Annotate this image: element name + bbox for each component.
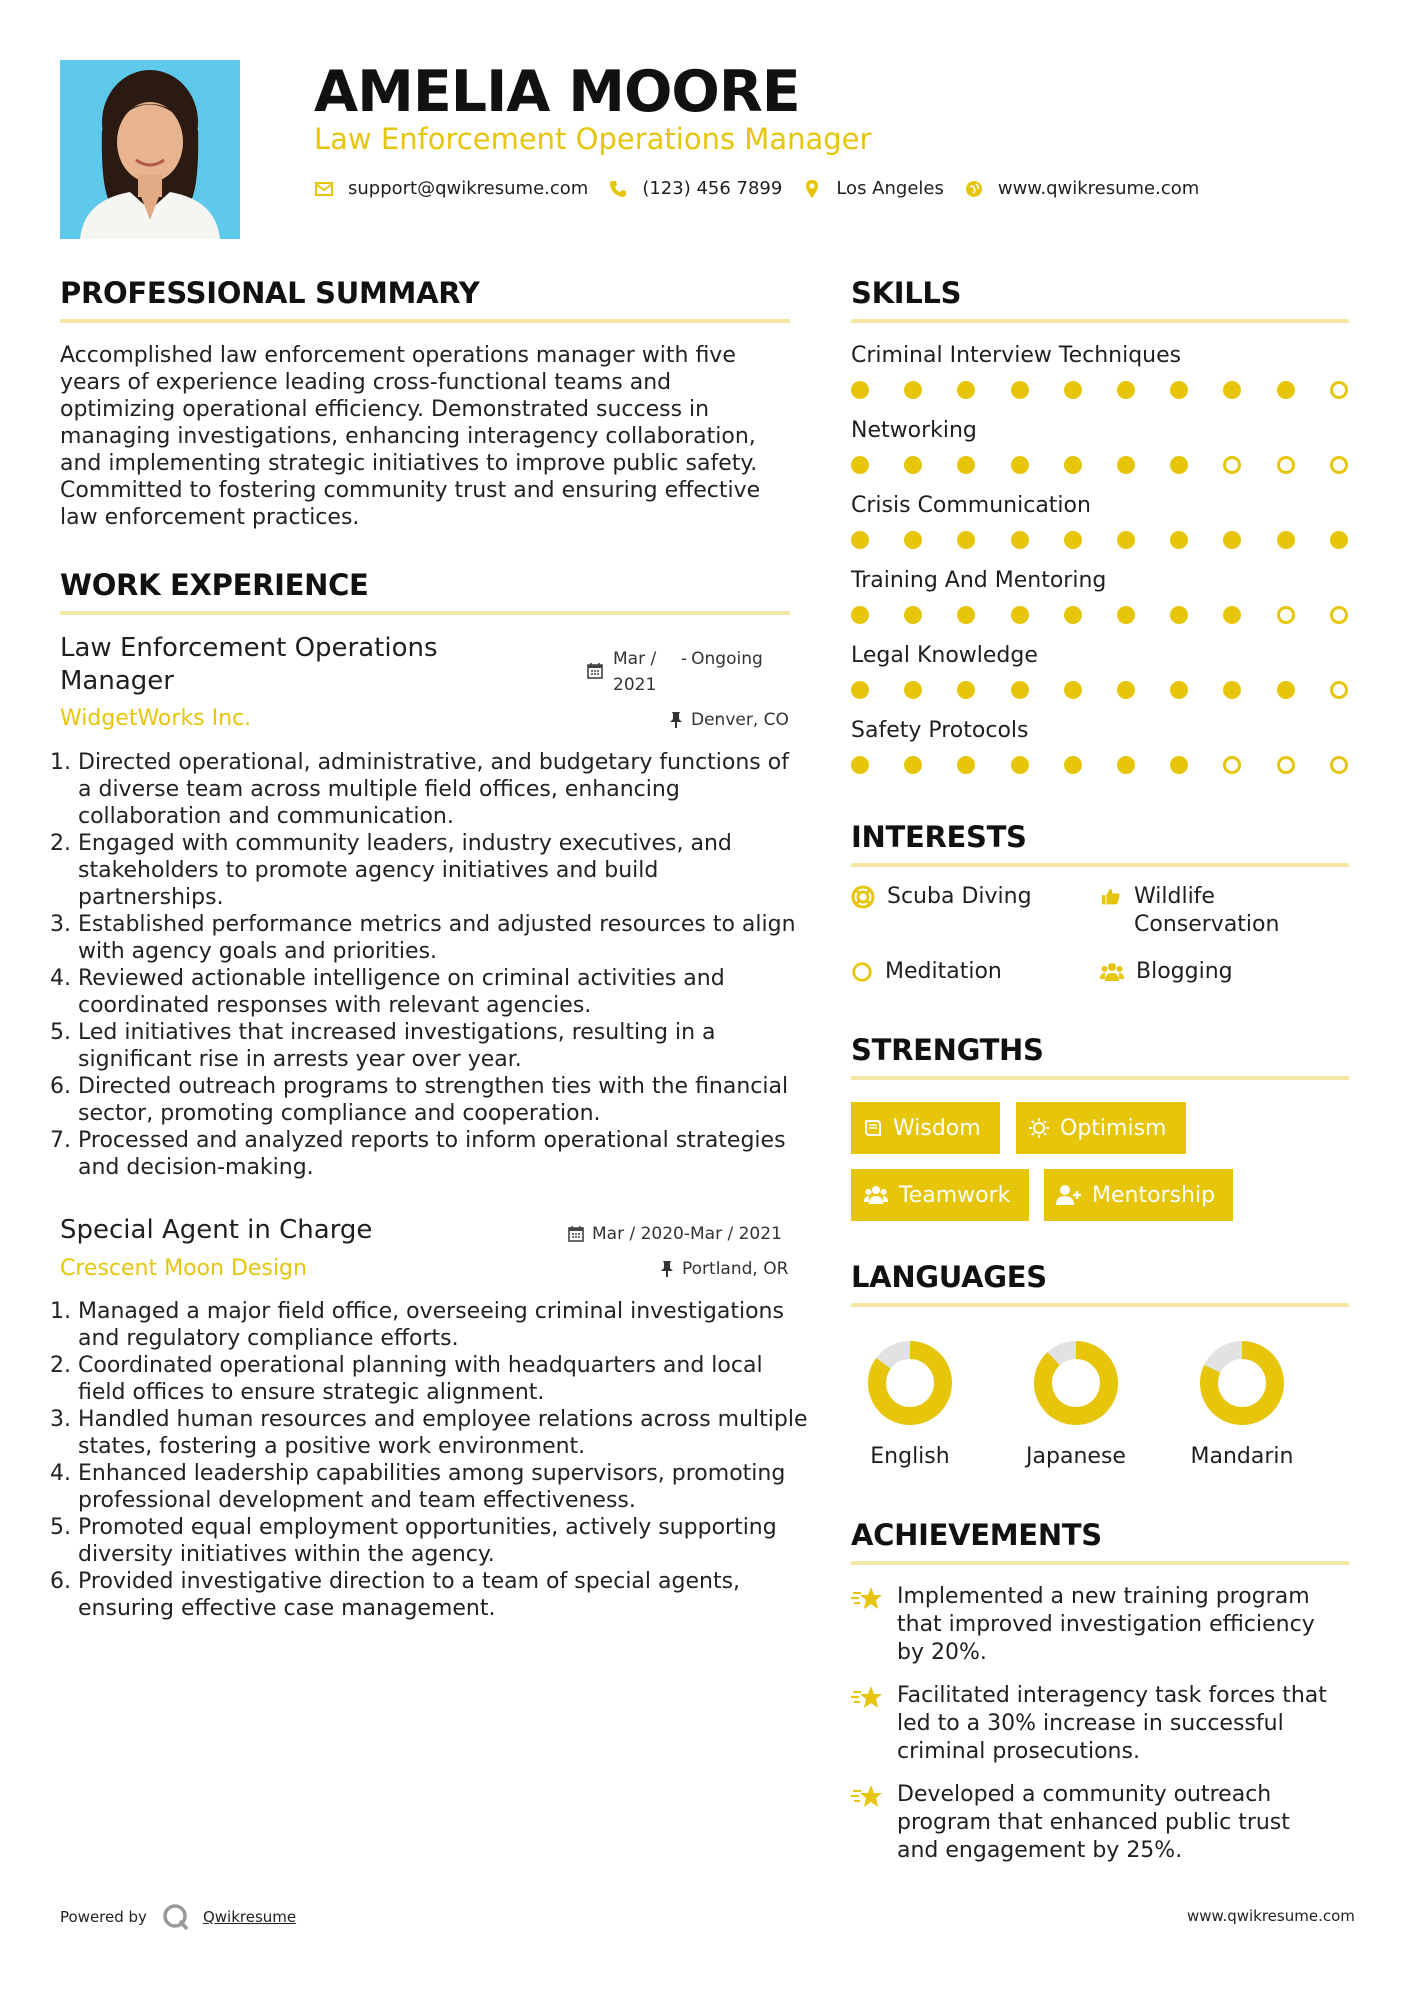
pin-icon bbox=[660, 1260, 674, 1278]
language-donut bbox=[1032, 1339, 1120, 1427]
rating-dot-filled bbox=[1277, 531, 1295, 549]
rating-dot-filled bbox=[1064, 531, 1082, 549]
strength-chip bbox=[1016, 1102, 1186, 1154]
rating-dot-filled bbox=[957, 756, 975, 774]
rating-dot-empty bbox=[1330, 456, 1348, 474]
rating-dot-filled bbox=[1170, 756, 1188, 774]
rating-dot-filled bbox=[1277, 681, 1295, 699]
donut-fill bbox=[1043, 1350, 1109, 1416]
skill-name: Networking bbox=[851, 418, 977, 443]
envelope-icon bbox=[314, 179, 334, 199]
calendar-icon bbox=[568, 1225, 584, 1242]
job-location bbox=[669, 710, 789, 730]
achievement-item bbox=[851, 1583, 1337, 1667]
list-item: 6. Directed outreach programs to strengthen ties with the financial sector, promoting compliance and cooperation. bbox=[78, 1073, 798, 1127]
skill-name: Legal Knowledge bbox=[851, 643, 1038, 668]
rating-dot-filled bbox=[1117, 681, 1135, 699]
rating-dot-filled bbox=[851, 756, 869, 774]
rating-dot-filled bbox=[957, 606, 975, 624]
rating-dot-filled bbox=[1170, 381, 1188, 399]
skill-rating bbox=[851, 531, 1349, 551]
rating-dot-filled bbox=[1011, 456, 1029, 474]
phone-icon bbox=[608, 179, 628, 199]
rating-dot-filled bbox=[904, 531, 922, 549]
rating-dot-filled bbox=[851, 381, 869, 399]
list-item: 5. Led initiatives that increased investigations, resulting in a significant rise in arrests year over year. bbox=[78, 1019, 798, 1073]
rating-dot-filled bbox=[904, 756, 922, 774]
interest-item bbox=[851, 883, 1067, 911]
rating-dot-filled bbox=[1117, 381, 1135, 399]
rating-dot-filled bbox=[1064, 456, 1082, 474]
rating-dot-filled bbox=[904, 606, 922, 624]
strength-label: Wisdom bbox=[893, 1115, 981, 1141]
globe-icon bbox=[964, 179, 984, 199]
rating-dot-filled bbox=[1117, 606, 1135, 624]
footer-website[interactable]: www.qwikresume.com bbox=[1187, 1907, 1355, 1925]
list-item: 5. Promoted equal employment opportunities, actively supporting diversity initiatives within the agency. bbox=[78, 1514, 808, 1568]
list-item: 3. Handled human resources and employee relations across multiple states, fostering a positive work environment. bbox=[78, 1406, 808, 1460]
summary-heading: PROFESSIONAL SUMMARY bbox=[60, 276, 480, 310]
interest-label: Wildlife Conservation bbox=[1134, 884, 1280, 937]
interest-item bbox=[851, 958, 1002, 986]
rating-dot-filled bbox=[851, 681, 869, 699]
job-location-text: Portland, OR bbox=[682, 1259, 789, 1279]
date-separator: - bbox=[681, 649, 688, 669]
job-dates bbox=[568, 1224, 782, 1244]
rating-dot-filled bbox=[957, 531, 975, 549]
rating-dot-filled bbox=[1170, 606, 1188, 624]
list-item: 3. Established performance metrics and adjusted resources to align with agency goals and priorities. bbox=[78, 911, 798, 965]
interests-divider bbox=[851, 863, 1349, 867]
job-dates bbox=[587, 646, 763, 698]
job-start-date: Mar / 2021 bbox=[613, 649, 657, 695]
list-item: 2. Engaged with community leaders, industry executives, and stakeholders to promote agency initiatives and build partnerships. bbox=[78, 830, 798, 911]
rating-dot-filled bbox=[957, 381, 975, 399]
job-end-date: Ongoing bbox=[691, 649, 763, 669]
rating-dot-filled bbox=[1223, 606, 1241, 624]
star-icon bbox=[851, 1783, 883, 1811]
rating-dot-filled bbox=[1064, 381, 1082, 399]
list-item: 1. Directed operational, administrative, and budgetary functions of a diverse team across multiple field offices, enhancing collaboration and communication. bbox=[78, 749, 798, 830]
rating-dot-filled bbox=[1011, 606, 1029, 624]
summary-text: Accomplished law enforcement operations manager with five years of experience leading cross-functional teams and optimizing operational efficiency. Demonstrated success in managing investigations, enhancing interagency collaboration, and implementing strategic initiatives to improve public safety. Committed to fostering community trust and ensuring effective law enforcement practices. bbox=[60, 343, 761, 530]
candidate-name: AMELIA MOORE bbox=[314, 59, 800, 125]
rating-dot-filled bbox=[904, 681, 922, 699]
rating-dot-filled bbox=[1064, 606, 1082, 624]
rating-dot-filled bbox=[904, 456, 922, 474]
star-icon bbox=[851, 1684, 883, 1712]
strength-label: Optimism bbox=[1060, 1115, 1167, 1141]
skills-heading: SKILLS bbox=[851, 276, 962, 310]
job-location-text: Denver, CO bbox=[691, 710, 789, 730]
user-plus-icon bbox=[1056, 1184, 1082, 1206]
rating-dot-empty bbox=[1277, 456, 1295, 474]
calendar-icon bbox=[587, 662, 603, 679]
qwikresume-logo-icon bbox=[161, 1902, 191, 1932]
skill-name: Criminal Interview Techniques bbox=[851, 343, 1182, 368]
rating-dot-filled bbox=[1117, 756, 1135, 774]
contact-phone[interactable] bbox=[608, 178, 782, 199]
strength-label: Teamwork bbox=[899, 1182, 1011, 1208]
skill-rating bbox=[851, 456, 1349, 476]
interest-item bbox=[1100, 958, 1233, 986]
skill-name: Safety Protocols bbox=[851, 718, 1029, 743]
rating-dot-filled bbox=[1223, 381, 1241, 399]
users-icon bbox=[1100, 960, 1124, 984]
contact-email-text: support@qwikresume.com bbox=[348, 178, 589, 199]
languages-heading: LANGUAGES bbox=[851, 1260, 1047, 1294]
circle-icon bbox=[851, 960, 873, 984]
rating-dot-filled bbox=[1170, 531, 1188, 549]
pin-icon bbox=[669, 711, 683, 729]
rating-dot-filled bbox=[957, 681, 975, 699]
strengths-divider bbox=[851, 1076, 1349, 1080]
rating-dot-empty bbox=[1223, 456, 1241, 474]
achievement-text: Facilitated interagency task forces that led to a 30% increase in successful criminal prosecutions. bbox=[897, 1683, 1327, 1764]
skills-divider bbox=[851, 319, 1349, 323]
interest-label: Meditation bbox=[885, 959, 1002, 984]
book-icon bbox=[863, 1118, 883, 1138]
skill-rating bbox=[851, 381, 1349, 401]
rating-dot-filled bbox=[1223, 531, 1241, 549]
footer-branding bbox=[60, 1902, 296, 1932]
language-name: Japanese bbox=[1026, 1444, 1126, 1469]
interest-item bbox=[1100, 883, 1304, 939]
rating-dot-empty bbox=[1277, 606, 1295, 624]
powered-by-text: Powered by bbox=[60, 1908, 147, 1926]
rating-dot-filled bbox=[851, 531, 869, 549]
achievements-heading: ACHIEVEMENTS bbox=[851, 1518, 1102, 1552]
rating-dot-filled bbox=[1011, 381, 1029, 399]
strength-label: Mentorship bbox=[1092, 1182, 1216, 1208]
contact-website[interactable] bbox=[964, 178, 1199, 199]
language-donut bbox=[1198, 1339, 1286, 1427]
contact-phone-text: (123) 456 7899 bbox=[642, 178, 783, 199]
thumbs-up-icon bbox=[1100, 885, 1122, 909]
job-duties-list bbox=[60, 1298, 808, 1622]
star-icon bbox=[851, 1585, 883, 1613]
rating-dot-filled bbox=[851, 606, 869, 624]
profile-photo bbox=[60, 60, 240, 239]
rating-dot-filled bbox=[1170, 681, 1188, 699]
skill-name: Crisis Communication bbox=[851, 493, 1091, 518]
brand-link[interactable]: Qwikresume bbox=[202, 1908, 297, 1926]
skill-rating bbox=[851, 756, 1349, 776]
list-item: 4. Reviewed actionable intelligence on criminal activities and coordinated responses with relevant agencies. bbox=[78, 965, 798, 1019]
strength-chip bbox=[851, 1169, 1029, 1221]
interests-heading: INTERESTS bbox=[851, 820, 1027, 854]
rating-dot-filled bbox=[1223, 681, 1241, 699]
achievements-divider bbox=[851, 1561, 1349, 1565]
language-name: Mandarin bbox=[1190, 1444, 1294, 1469]
list-item: 7. Processed and analyzed reports to inform operational strategies and decision-making. bbox=[78, 1127, 798, 1181]
contact-bar bbox=[314, 178, 1219, 199]
experience-divider bbox=[60, 611, 790, 615]
rating-dot-empty bbox=[1330, 681, 1348, 699]
contact-location bbox=[802, 178, 944, 199]
achievement-item bbox=[851, 1781, 1337, 1865]
list-item: 6. Provided investigative direction to a team of special agents, ensuring effective case management. bbox=[78, 1568, 808, 1622]
company-name: Crescent Moon Design bbox=[60, 1256, 307, 1281]
job-title: Law Enforcement Operations Manager bbox=[60, 633, 438, 696]
rating-dot-filled bbox=[1277, 381, 1295, 399]
life-ring-icon bbox=[851, 885, 875, 909]
list-item: 2. Coordinated operational planning with headquarters and local field offices to ensure strategic alignment. bbox=[78, 1352, 808, 1406]
rating-dot-empty bbox=[1330, 756, 1348, 774]
strengths-heading: STRENGTHS bbox=[851, 1033, 1044, 1067]
rating-dot-filled bbox=[1330, 531, 1348, 549]
languages-divider bbox=[851, 1303, 1349, 1307]
rating-dot-empty bbox=[1277, 756, 1295, 774]
interest-label: Blogging bbox=[1136, 959, 1233, 984]
language-name: English bbox=[870, 1444, 950, 1469]
map-pin-icon bbox=[802, 179, 822, 199]
rating-dot-filled bbox=[1064, 681, 1082, 699]
experience-heading: WORK EXPERIENCE bbox=[60, 568, 369, 602]
achievement-text: Developed a community outreach program that enhanced public trust and engagement by 25%. bbox=[897, 1782, 1290, 1863]
rating-dot-filled bbox=[1011, 681, 1029, 699]
skill-rating bbox=[851, 606, 1349, 626]
job-dates-text: Mar / 2020-Mar / 2021 bbox=[592, 1224, 782, 1244]
rating-dot-filled bbox=[1117, 456, 1135, 474]
rating-dot-filled bbox=[1011, 756, 1029, 774]
strength-chip bbox=[1044, 1169, 1233, 1221]
candidate-title: Law Enforcement Operations Manager bbox=[314, 122, 872, 156]
company-name: WidgetWorks Inc. bbox=[60, 706, 252, 731]
strength-chip bbox=[851, 1102, 1000, 1154]
rating-dot-filled bbox=[1064, 756, 1082, 774]
achievement-item bbox=[851, 1682, 1337, 1766]
job-location bbox=[660, 1259, 788, 1279]
contact-website-text: www.qwikresume.com bbox=[997, 178, 1200, 199]
rating-dot-filled bbox=[1011, 531, 1029, 549]
rating-dot-empty bbox=[1330, 381, 1348, 399]
list-item: 4. Enhanced leadership capabilities among supervisors, promoting professional development and team effectiveness. bbox=[78, 1460, 808, 1514]
users-icon bbox=[863, 1184, 889, 1206]
achievement-text: Implemented a new training program that improved investigation efficiency by 20%. bbox=[897, 1584, 1315, 1665]
rating-dot-filled bbox=[1117, 531, 1135, 549]
job-title: Special Agent in Charge bbox=[60, 1215, 373, 1245]
list-item: 1. Managed a major field office, overseeing criminal investigations and regulatory compliance efforts. bbox=[78, 1298, 808, 1352]
sun-icon bbox=[1028, 1117, 1050, 1139]
interest-label: Scuba Diving bbox=[887, 884, 1032, 909]
contact-email[interactable] bbox=[314, 178, 588, 199]
rating-dot-filled bbox=[1170, 456, 1188, 474]
rating-dot-filled bbox=[904, 381, 922, 399]
rating-dot-filled bbox=[851, 456, 869, 474]
rating-dot-empty bbox=[1330, 606, 1348, 624]
rating-dot-filled bbox=[957, 456, 975, 474]
rating-dot-empty bbox=[1223, 756, 1241, 774]
language-donut bbox=[866, 1339, 954, 1427]
skill-rating bbox=[851, 681, 1349, 701]
job-duties-list bbox=[60, 749, 798, 1181]
summary-divider bbox=[60, 319, 790, 323]
skill-name: Training And Mentoring bbox=[851, 568, 1107, 593]
contact-location-text: Los Angeles bbox=[836, 178, 944, 199]
